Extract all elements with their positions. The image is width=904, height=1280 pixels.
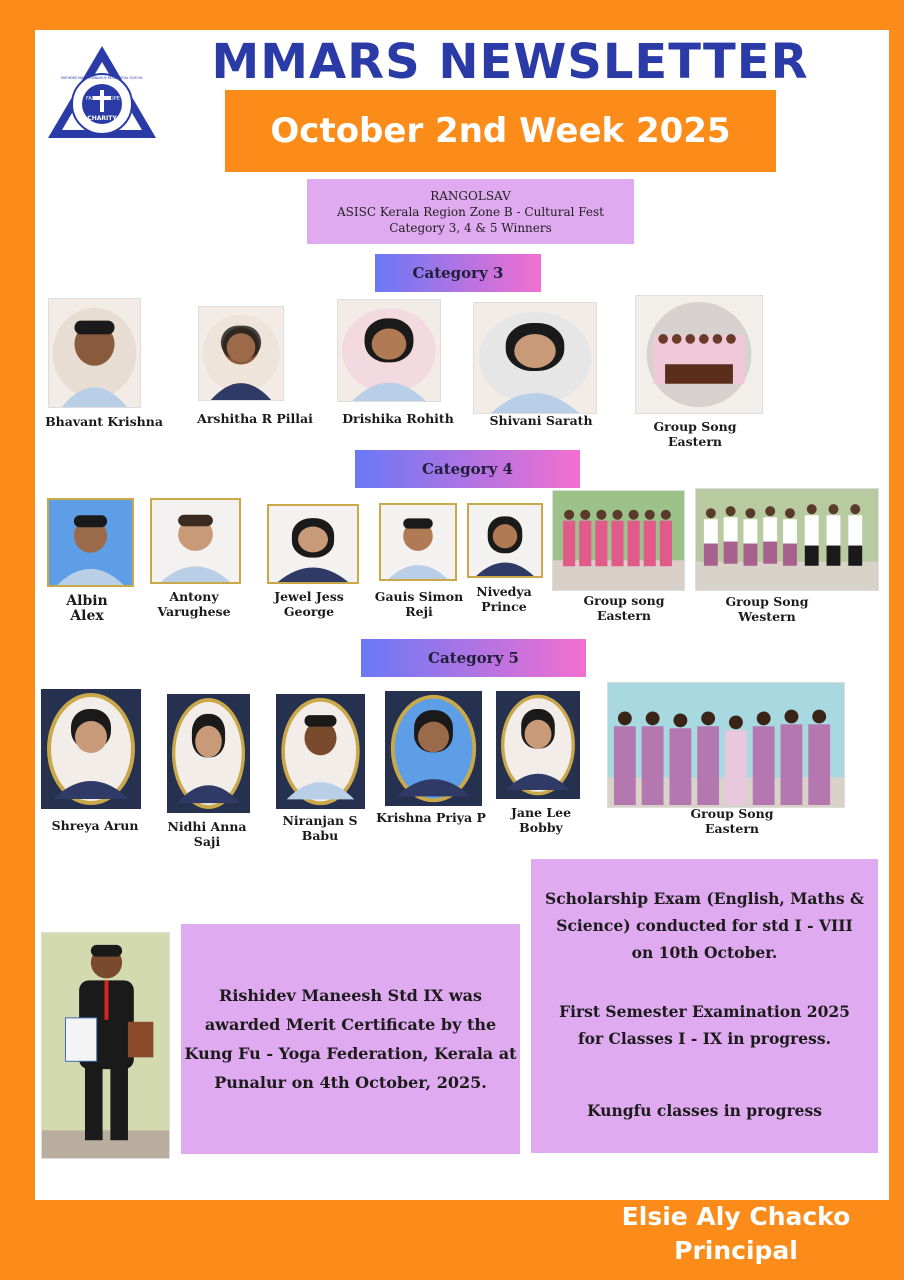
winner-photo: [47, 498, 134, 587]
winner-caption: Arshitha R Pillai: [197, 411, 313, 426]
group-photo: [607, 682, 845, 808]
group-photo: [695, 488, 879, 591]
event-line-1: RANGOLSAV: [430, 188, 511, 203]
achievement-line: Rishidev Maneesh Std IX was: [219, 986, 482, 1005]
group-caption: Group Song Eastern: [653, 419, 737, 449]
winner-caption: Antony Varughese: [157, 589, 231, 619]
week-banner: October 2nd Week 2025: [225, 90, 776, 172]
winner-caption: Bhavant Krishna: [45, 414, 163, 429]
winner-photo: [385, 691, 482, 806]
group-caption: Group Song Eastern: [690, 806, 774, 836]
logo-charity: CHARITY: [87, 115, 117, 122]
principal-role: Principal: [674, 1236, 798, 1265]
category-3-header: Category 3: [375, 254, 541, 292]
announcement-line: Kungfu classes in progress: [587, 1101, 822, 1120]
principal-signature: [600, 1200, 872, 1268]
group-photo: [552, 490, 685, 591]
winner-photo: [276, 694, 365, 809]
announcement-line: First Semester Examination 2025: [559, 1002, 850, 1021]
winner-caption: Shreya Arun: [51, 818, 139, 833]
event-line-2: ASISC Kerala Region Zone B - Cultural Fest: [336, 204, 604, 219]
logo-faith: FAITH: [86, 96, 101, 102]
achievement-line: Kung Fu - Yoga Federation, Kerala at: [184, 1044, 517, 1063]
achievement-box: [181, 924, 520, 1154]
winner-caption: Nidhi Anna Saji: [167, 819, 247, 849]
announcement-line: for Classes I - IX in progress.: [577, 1029, 832, 1048]
winner-photo: [41, 689, 141, 809]
announcement-line: Scholarship Exam (English, Maths &: [545, 889, 864, 908]
winner-caption: Shivani Sarath: [489, 413, 593, 428]
winner-photo: [337, 299, 441, 402]
winner-caption: Niranjan S Babu: [282, 813, 358, 843]
event-line-3: Category 3, 4 & 5 Winners: [389, 220, 552, 235]
group-photo: [635, 295, 763, 414]
category-5-header: Category 5: [361, 639, 586, 677]
winner-caption: Gauis Simon Reji: [374, 589, 464, 619]
announcements-box: [531, 859, 878, 1153]
school-logo: [46, 44, 158, 140]
winner-caption: Krishna Priya P: [376, 810, 486, 825]
winner-photo: [467, 503, 543, 578]
winner-photo: [496, 691, 580, 799]
winner-photo: [150, 498, 241, 584]
winner-photo: [167, 694, 250, 813]
winner-caption: Drishika Rohith: [342, 411, 454, 426]
principal-name: Elsie Aly Chacko: [621, 1202, 851, 1231]
winner-caption: Nivedya Prince: [476, 584, 532, 614]
group-caption: Group Song Western: [725, 594, 809, 624]
event-box: [307, 179, 634, 244]
winner-photo: [379, 503, 457, 581]
winner-photo: [267, 504, 359, 584]
logo-ring-text: MATHEWS MAR ATHANASIUS RESIDENTIAL SCHOOL: [60, 76, 144, 80]
winner-photo: [198, 306, 284, 401]
achievement-photo: [41, 932, 170, 1159]
achievement-line: awarded Merit Certificate by the: [204, 1015, 497, 1034]
winner-caption: Jewel Jess George: [274, 589, 344, 619]
newsletter-title: MMARS NEWSLETTER: [211, 34, 809, 90]
winner-photo: [48, 298, 141, 408]
category-4-header: Category 4: [355, 450, 580, 488]
announcement-line: on 10th October.: [631, 943, 778, 962]
logo-place: CHENGANNUR: [85, 134, 119, 139]
logo-hope: HOPE: [106, 96, 120, 102]
winner-caption: Albin Alex: [66, 593, 108, 624]
winner-caption: Jane Lee Bobby: [510, 805, 572, 835]
group-caption: Group song Eastern: [583, 593, 665, 623]
announcement-line: Science) conducted for std I - VIII: [556, 916, 853, 935]
achievement-line: Punalur on 4th October, 2025.: [214, 1073, 487, 1092]
winner-photo: [473, 302, 597, 414]
